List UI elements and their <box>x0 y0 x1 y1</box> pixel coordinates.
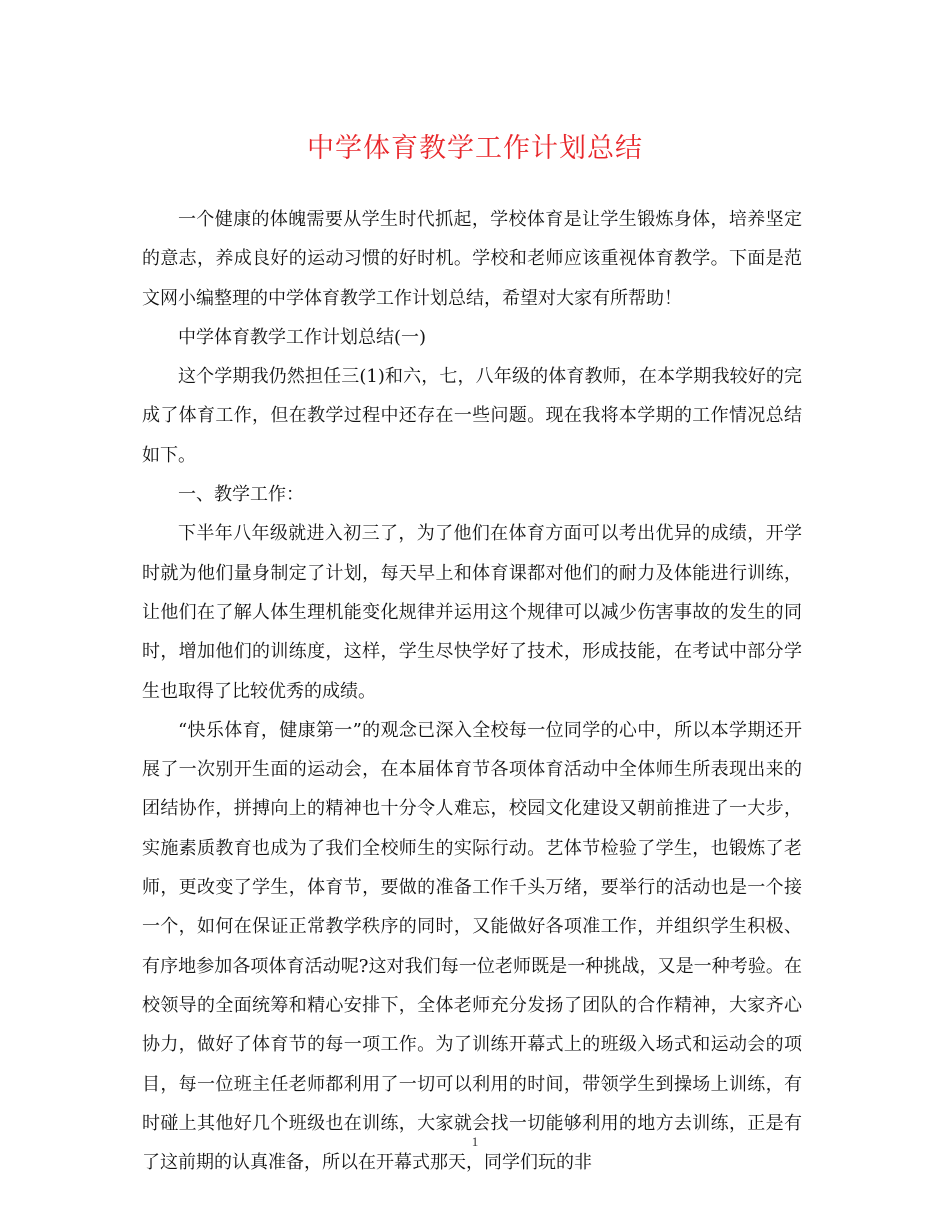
page-number: 1 <box>471 1134 479 1149</box>
paragraph-teaching-heading: 一、教学工作： <box>178 484 304 506</box>
paragraph-sports-festival: “快乐体育，健康第一”的观念已深入全校每一位同学的心中，所以本学期还开展了一次别开生面的运动会，在本届体育节各项体育活动中全体师生所表现出来的团结协作，拼搏向上的精神也十分令人难忘，校园文化建设又朝前推进了一大步，实施素质教育也成为了我们全校师生的实际行动。艺体节检验了学生，也锻炼了老师，更改变了学生，体育节，要做的准备工作千头万绪，要举行的活动也是一个接一个，如何在保证正常教学秩序的同时，又能做好各项准工作，并组织学生积极、有序地参加各项体育活动呢?这对我们每一位老师既是一种挑战，又是一种考验。在校领导的全面统筹和精心安排下，全体老师充分发扬了团队的合作精神，大家齐心协力，做好了体育节的每一项工作。为了训练开幕式上的班级入场式和运动会的项目，每一位班主任老师都利用了一切可以利用的时间，带领学生到操场上训练，有时碰上其他好几个班级也在训练，大家就会找一切能够利用的地方去训练，正是有了这前期的认真准备，所以在开幕式那天，同学们玩的非 <box>142 719 802 1174</box>
document-body <box>142 200 802 1182</box>
paragraph-overview: 这个学期我仍然担任三(1)和六，七，八年级的体育教师，在本学期我较好的完成了体育工作，但在教学过程中还存在一些问题。现在我将本学期的工作情况总结如下。 <box>142 366 802 466</box>
paragraph-section-heading: 中学体育教学工作计划总结(一) <box>178 326 427 348</box>
document-title: 中学体育教学工作计划总结 <box>307 133 643 164</box>
paragraph-intro: 一个健康的体魄需要从学生时代抓起，学校体育是让学生锻炼身体，培养坚定的意志，养成良好的运动习惯的好时机。学校和老师应该重视体育教学。下面是范文网小编整理的中学体育教学工作计划总结，希望对大家有所帮助！ <box>142 209 802 309</box>
paragraph-grade-eight: 下半年八年级就进入初三了，为了他们在体育方面可以考出优异的成绩，开学时就为他们量身制定了计划，每天早上和体育课都对他们的耐力及体能进行训练，让他们在了解人体生理机能变化规律并运用这个规律可以减少伤害事故的发生的同时，增加他们的训练度，这样，学生尽快学好了技术，形成技能，在考试中部分学生也取得了比较优秀的成绩。 <box>142 523 802 702</box>
